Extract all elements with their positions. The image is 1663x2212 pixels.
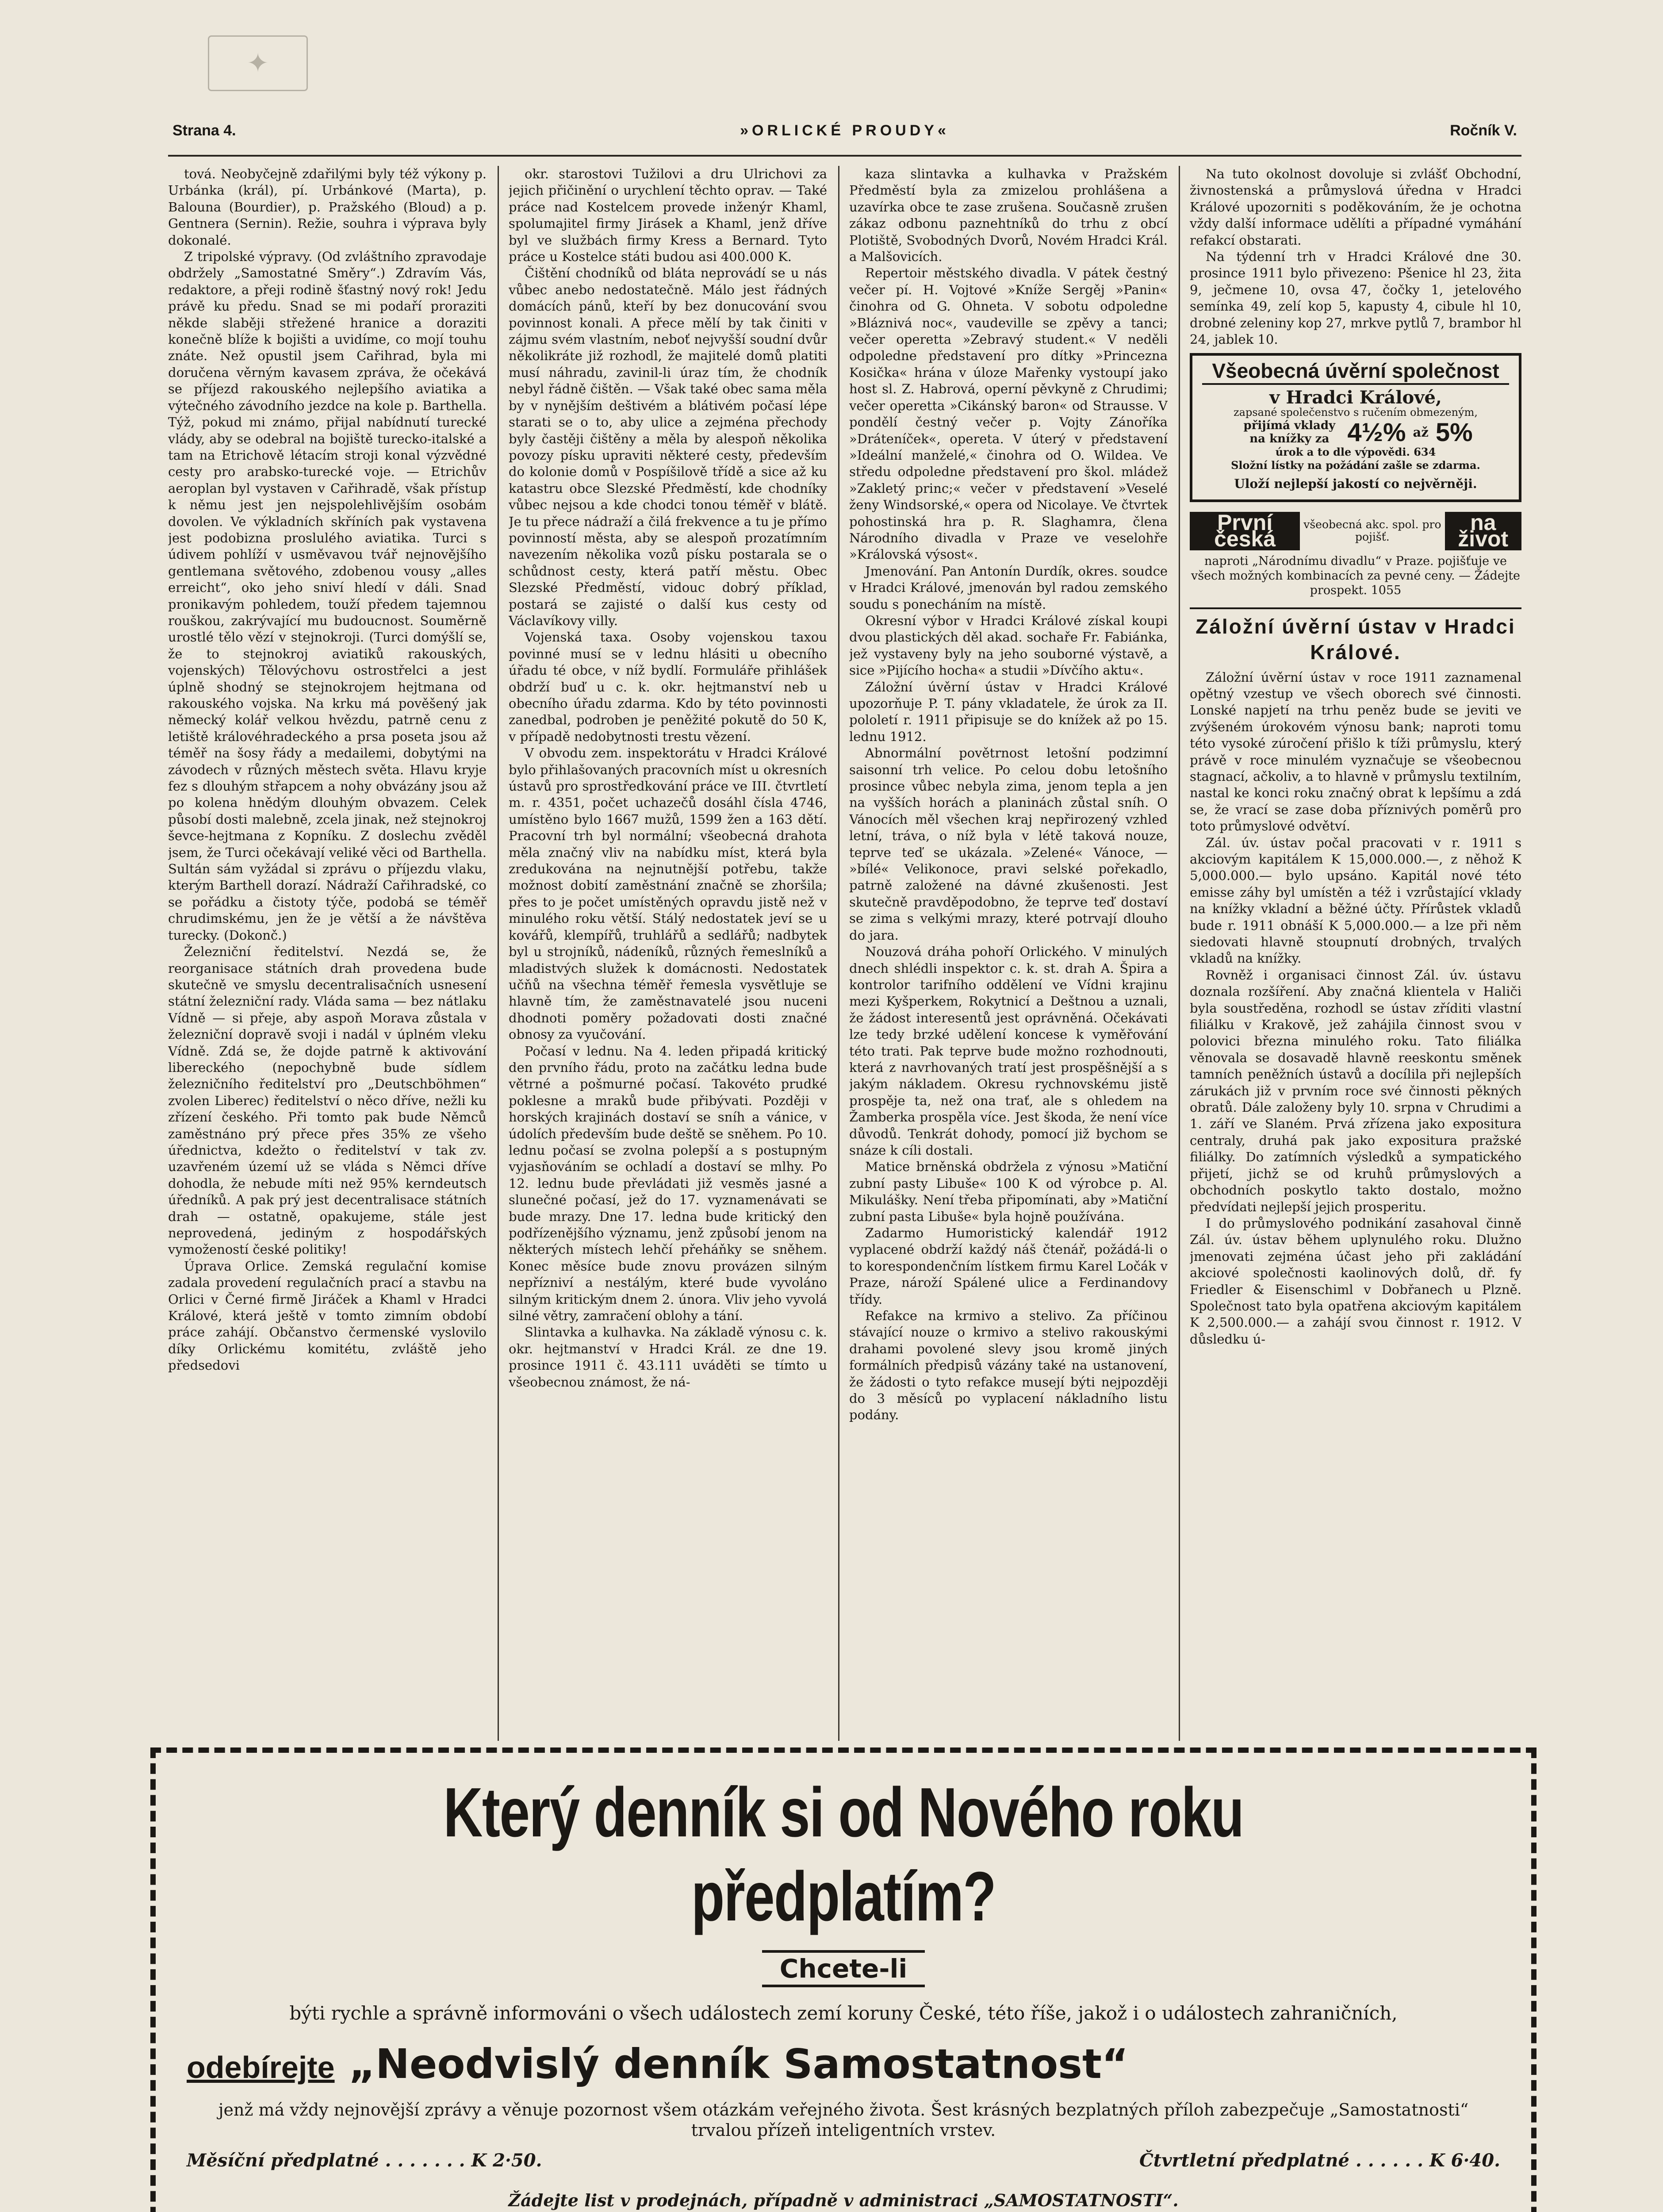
ad-small: zapsané společenstvo s ručením obmezeným, xyxy=(1234,406,1478,419)
ad2-right: na život xyxy=(1445,512,1522,550)
article-paragraph: Slintavka a kulhavka. Na základě výnosu c. k. okr. hejtmanství v Hradci Král. ze dne 19. prosince 1911 č. 43.111 uváděti se tímto u všeobecnou známost, že ná- xyxy=(509,1325,827,1390)
column-3 xyxy=(849,166,1168,1741)
article-paragraph: Počasí v lednu. Na 4. leden připadá kritický den prvního řádu, proto na začátku ledna bude větrné a pošmurné počasí. Takovéto prudké poklesne a mraků bude přibývati. Později v horských krajinách dostaví se sníh a vánice, v údolích především bude deště se sněhem. Po 10. lednu počasí se zvolna polepší a s postupným vyjasňováním se ochladí a dostaví se mlhy. Po 12. lednu bude převládati již vesměs jasné a slunečné počasí, jež do 17. vyznamenávati se bude mrazy. Dne 17. ledna bude kritický den podřízenějšího významu, jenž způsobí jenom na některých místech lehčí přeháňky se sněhem. Konec měsíce bude znovu provázen silným nepřízniví a nestálým, které bude vyvoláno silným kritickým dnem 2. února. Vliv jeho vyvolá silné větry, zamračení oblohy a tání. xyxy=(509,1043,827,1324)
article-paragraph: Železniční ředitelství. Nezdá se, že reorganisace státních drah provedena bude skutečně ve smyslu decentralisačních usnesení státní železniční rady. Vláda sama — bez nátlaku Vídně — si přeje, aby aspoň Morava zůstala v železniční dopravě svoji i nadál v úplném vleku Vídně. Zdá se, že dojde patrně k aktivování libereckého (nepochybně bude sídlem železničního ředitelství pro „Deutschböhmen“ zvolen Liberec) ředitelství o něco dříve, nežli ku zřízení českého. Při tomto pak bude Němců zaměstnáno prý přece přes 35% ze všeho úřednictva, kdežto o ředitelství v tak zv. uzavřeném území už se vláda s Němci dříve dohodla, že nebude míti než 95% kerndeutsch úředníků. A pak prý jest decentralisace státních drah — ostatně, opakujeme, stále jest neprovedená, jediným z hospodářských vymožeností české politiky! xyxy=(168,944,487,1257)
ad-footer: Uloží nejlepší jakostí co nejvěrněji. xyxy=(1234,476,1477,492)
ad-subscribe-word: odebírejte xyxy=(187,2050,335,2085)
ad-quarterly-price: Čtvrtletní předplatné . . . . . . K 6·40. xyxy=(1139,2150,1500,2171)
ad-request: Žádejte list v prodejnách, případně v administraci „SAMOSTATNOSTI“. xyxy=(508,2190,1179,2210)
article-paragraph: Rovněž i organisaci činnost Zál. úv. ústavu doznala rozšíření. Aby značná klientela v Haliči byla soustředěna, rozhodl se ústav zříditi vlastní filiálku v Krakově, jež zahájila činnost svou v polovici března minulého roku. Tato filiálka věnovala se dosavadě hlavně reeskontu směnek tamních peněžních ústavů a docílila při nejlepších zárukách již v prvním roce své činnosti pěkných obratů. Dále založeny byly 10. srpna v Chrudimi a 1. září ve Slaném. Prvá zřízena jako expositura centraly, druhá pak jako expositura pražské filiálky. Do zatímních výsledků a sympatického přijetí, jichž se od kruhů průmyslových a obchodních poskytlo takto dostalo, možno předvídati nejlepší jejich prosperitu. xyxy=(1190,967,1521,1214)
ad-accepts: přijímá vklady na knížky za xyxy=(1243,419,1336,446)
column-2 xyxy=(509,166,827,1741)
article-paragraph: Záložní úvěrní ústav v Hradci Králové upozorňuje P. T. pány vkladatele, že úrok za II. pololetí r. 1911 připisuje se do knížek až po 15. lednu 1912. xyxy=(849,679,1168,744)
article-paragraph: Záložní úvěrní ústav v roce 1911 zaznamenal opětný vzestup ve všech oborech své činnosti. Lonské napjetí na trhu peněz bude se jeviti ve zvýšeném úrokovém výnosu bank; naproti tomu této vysoké zúročení přišlo k tíži průmyslu, který právě v roce minulém vyznačuje se všeobecnou stagnací, ačkoliv, a to hlavně v průmyslu textilním, nastal ke konci roku značný obrat k lepšímu a zdá se, že vrací se zase doba příznivých poměrů pro toto průmyslové odvětví. xyxy=(1190,669,1521,834)
page-header xyxy=(172,119,1517,145)
article-paragraph: Nouzová dráha pohoří Orlického. V minulých dnech shlédli inspektor c. k. st. drah A. Špira a kontrolor tarifního oddělení ve Vídni krajinu mezi Kyšperkem, Rokytnicí a Deštnou a uznali, že žádost interesentů jest oprávněná. Očekávati lze tedy brzké udělení koncese k vyměřování této trati. Pak teprve bude možno rozhodnouti, která z navrhovaných tratí jest prospěšnější a s jakým nákladem. Okresu rychnovskému jistě prospěje ta, než ona trať, ale s ohledem na Žamberka prospěla více. Jest škoda, že není více důvodů. Tenkrát dohody, pomocí již bychom se snáze k cíli dostali. xyxy=(849,944,1168,1158)
ad2-left: První česká xyxy=(1190,512,1300,550)
article-paragraph: Abnormální povětrnost letošní podzimní saisonní trh velice. Po celou dobu letošního prosince vůbec nebyla zima, jenom tepla a jen na vyšších horách a planinách zůstal sníh. O Vánocích měl všechen kraj nepřirozený vzhled letní, tráva, o níž byla v létě taková nouze, teprve teď se ukázala. »Zelené« Vánoce, — »bílé« Velikonoce, pravi selské pořekadlo, patrně založené na dávné zkušenosti. Jest skutečně pravděpodobno, že teprve teď dostaví se zima s velkými mrazy, které potrvají dlouho do jara. xyxy=(849,745,1168,943)
column-4 xyxy=(1190,166,1521,1741)
column-1 xyxy=(168,166,487,1741)
ad-headline: Který denník si od Nového roku předplatím? xyxy=(443,1774,1244,1936)
column-divider xyxy=(498,166,499,1741)
header-rule xyxy=(168,155,1521,157)
ad-line-1: býti rychle a správně informováni o všech událostech zemí koruny České, této říše, jakož i o událostech zahraničních, xyxy=(289,2002,1398,2024)
article-paragraph: okr. starostovi Tužilovi a dru Ulrichovi za jejich přičinění o urychlení těchto oprav. — Také práce nad Kostelcem provede inženýr Khaml, spolumajitel firmy Jirásek a Khaml, jenž dříve byl ve službách firmy Kress a Bernard. Tyto práce u Kostelce státi budou asi 400.000 K. xyxy=(509,166,827,265)
article-paragraph: Zál. úv. ústav počal pracovati v r. 1911 s akciovým kapitálem K 15,000.000.—, z něhož K 5,000.000.— bylo upsáno. Kapitál nové této emisse záhy byl umístěn a též i vzrůstající vklady na knížky vkladní a běžné účty. Přírůstek vkladů bude r. 1911 obnáší K 5,000.000.— a lze při něm siedovati hlavně stoupnutí drobných, trvalých vkladů na knížky. xyxy=(1190,835,1521,966)
ad-line-2: jenž má vždy nejnovější zprávy a věnuje pozornost všem otázkám veřejného života. Šest krásných bezplatných příloh zabezpečuje „Samostatnosti“ trvalou přízeň inteligentních vrstev. xyxy=(218,2100,1469,2140)
ad-question: Chcete-li xyxy=(762,1950,925,1987)
ad-rate-low: 4½% xyxy=(1347,418,1406,447)
article-paragraph: Úprava Orlice. Zemská regulační komise zadala provedení regulačních prací a stavbu na Orlici v Černé firmě Jiráček a Khaml v Hradci Králové, která ještě v tomto zimním období práce zahájí. Občanstvo čermenské vyslovilo díky Orlickému komitétu, zvláště jeho předsedovi xyxy=(168,1258,487,1373)
ad-rate-high: 5% xyxy=(1435,418,1473,447)
ad-title: Všeobecná úvěrní společnost xyxy=(1202,363,1509,384)
article-paragraph: Na týdenní trh v Hradci Králové dne 30. prosince 1911 bylo přivezeno: Pšenice hl 23, žita 9, ječmene 10, ovsa 47, čočky 1, jetelového semínka 49, zelí kop 5, kapusty 4, cibule hl 10, drobné zeleniny kop 27, mrkve pytlů 7, brambor hl 24, jablek 10. xyxy=(1190,249,1521,347)
ad-to: až xyxy=(1413,424,1429,440)
article-paragraph: Zadarmo Humoristický kalendář 1912 vyplacené obdrží každý náš čtenář, požádá-li o to korespondenčním lístkem firmu Karel Ločák v Praze, nároží Spálené ulice a Ferdinandovy třídy. xyxy=(849,1225,1168,1307)
ad-subtitle: v Hradci Králové, xyxy=(1269,387,1442,408)
article-paragraph: Na tuto okolnost dovoluje si zvlášť Obchodní, živnostenská a průmyslová úředna v Hradci Králové upozorniti s poděkováním, že je ochotna vždy další informace udělíti a případné vymáhání refakcí obstarati. xyxy=(1190,166,1521,248)
article-paragraph: Matice brněnská obdržela z výnosu »Matiční zubní pasty Libuše« 100 K od výrobce p. Al. Mikulášky. Není třeba připomínati, aby »Matiční zubní pasta Libuše« byla hojně používána. xyxy=(849,1159,1168,1224)
insurance-advertisement xyxy=(1190,512,1521,598)
article-paragraph: Refakce na krmivo a stelivo. Za příčinou stávající nouze o krmivo a stelivo rakouskými drahami povolené slevy jsou kromě jiných formálních předpisů vázány také na ustanovení, že žádosti o tyto refakce musejí býti nejpozději do 3 měsíců po vyplacení nákladního listu podány. xyxy=(849,1308,1168,1423)
article-paragraph: Vojenská taxa. Osoby vojenskou taxou povinné musí se v lednu hlásiti u obecního úřadu té obce, v níž bydlí. Formuláře přihlášek obdrží buď u c. k. okr. hejtmanství neb u obecního úřadu zdarma. Kdo by této povinnosti zanedbal, podroben je peněžité pokutě do 50 K, v případě nedobytnosti trestu vězení. xyxy=(509,630,827,744)
library-stamp: ✦ xyxy=(208,35,308,91)
ad-code: 634 xyxy=(1414,445,1436,459)
article-paragraph: I do průmyslového podnikání zasahoval činně Zál. úv. ústav během uplynulého roku. Dlužno jmenovati zejména účast jeho při zakládání akciové společnosti kaolinových dolů, dř. fy Friedler & Eisenschiml v Dobřanech u Plzně. Společnost tato byla opatřena akciovým kapitálem K 2,500.000.— a zahájí svou činnost r. 1912. V důsledku ú- xyxy=(1190,1215,1521,1347)
bank-advertisement xyxy=(1190,353,1521,502)
volume-number: Ročník V. xyxy=(1450,122,1517,139)
article-paragraph: Jmenování. Pan Antonín Durdík, okres. soudce v Hradci Králové, jmenován byl radou zemského soudu s ponecháním na místě. xyxy=(849,563,1168,612)
article-paragraph: Čištění chodníků od bláta neprovádí se u nás vůbec anebo nedostatečně. Málo jest řádných domácích pánů, kteří by bez donucování svou povinnost konali. A přece mělí by tak činiti v zájmu svém vlastním, neboť nejvyšší soudní dvůr několikráte již rozhodl, že majitelé domů platiti musí náhradu, zavinil-li úraz tím, že chodník nebyl řádně čištěn. — Však také obec sama měla by v nynějším deštivém a blátivém počasí lépe starati se o to, aby ulice a zejména přechody byly častěji čištěny a měla by alespoň několika povozy písku upraviti některé cesty, především do kolonie domů v Pospíšilově třídě a sice až ku katastru obce Slezské Předměstí, kde chodníky vůbec nejsou a kde chodci tonou téměř v blátě. Je tu přece nádraží a čilá frekvence a tu je přímo povinností města, aby se alespoň prozatímním navezením několika vozů písku postarala se o schůdnost cesty, která patří městu. Obec Slezské Předměstí, vidouc dobrý příklad, postará se zajisté o další kus cesty od Václavíkovy villy. xyxy=(509,265,827,628)
section-rule xyxy=(1190,607,1521,609)
newspaper-subscription-advertisement xyxy=(150,1747,1537,2212)
section-heading: Záložní úvěrní ústav v Hradci Králové. xyxy=(1196,614,1516,664)
article-paragraph: Okresní výbor v Hradci Králové získal koupi dvou plastických děl akad. sochaře Fr. Fabiánka, jež vystaveny byly na jeho souborné výstavě, a sice »Pijícího hocha« a studii »Dívčího aktu«. xyxy=(849,613,1168,678)
article-paragraph: kaza slintavka a kulhavka v Pražském Předměstí byla za zmizelou prohlášena a uzavírka obce te zase zrušena. Současně zrušen zákaz odbonu paznehtníků do trhu z obcí Plotiště, Svobodných Dvorů, Novém Hradci Král. a Malšovicích. xyxy=(849,166,1168,265)
ad-monthly-price: Měsíční předplatné . . . . . . . K 2·50. xyxy=(187,2150,542,2171)
ad-interest-note: úrok a to dle výpovědi. xyxy=(1275,445,1410,459)
article-paragraph: V obvodu zem. inspektorátu v Hradci Králové bylo přihlašovaných pracovních míst u okresních ústavů pro sprostředkování práce ve III. čtvrtletí m. r. 4351, počet uchazečů dosáhl čísla 4746, umístěno bylo 1667 mužů, 1599 žen a 163 dětí. Pracovní trh byl normální; všeobecná drahota měla značný vliv na nabídku míst, která byla zredukována na nejnutnější potřebu, takže možnost dobití zaměstnání značně se zhoršila; přes to je počet umístěných opravdu jistě než v minulého roku větší. Stálý nedostatek jeví se u kovářů, klempířů, truhlářů a sedlářů; nadbytek byl u strojníků, nádeníků, různých řemeslníků a mladistvých služek k domácnosti. Nedostatek učňů na všechna téměř řemesla vysvětluje se hlavně tím, že zaměstnavatelé jsou nuceni dhodnoti poměry požadovati dosti značné obnosy za vyučování. xyxy=(509,745,827,1042)
ad-note: Složní lístky na požádání zašle se zdarma. xyxy=(1231,459,1480,472)
article-paragraph: Z tripolské výpravy. (Od zvláštního zpravodaje obdržely „Samostatné Směry“.) Zdravím Vás, redaktore, a přeji rodině šťastný nový rok! Jedu právě ku předu. Snad se mi podaří proraziti někde slaběji střežené hranice a doraziti konečně blíže k bojišti a uvidíme, co mojí touhu znáte. Než opustil jsem Cařihrad, byla mi doručena věrným kavasem zpráva, že očekává se příjezd rakouského nejlepšího aviatika a výtečného závodního jezdce na kole p. Barthella. Týž, pokud mi známo, přijal nabídnutí turecké vlády, aby se odebral na bojiště turecko-italské a tam na Etrichově létacím stroji konal výzvědné cesty pro arabsko-turecké voje. — Etrichův aeroplan byl vystaven v Cařihradě, však přístup k němu jest jen nejspolehlivějším osobám dovolen. Ve výkladních skříních pak vystavena jest podobizna proslulého aviatika. Turci s údivem pohlíží v usměvavou tvář nejnovějšího gentlemana světového, zdobenou vousy „alles erreicht“, oko jeho sniví hledí v dáli. Snad pronikavým pohledem, touží předem tajemnou rouškou, zakrývající mu budoucnost. Souměrně urostlé tělo vězí v stejnokroji. (Turci domýšlí se, že to stejnokroj aviatiků rakouských, vojenských) Tělovýchovu ostrostřelci a jest úplně shodný se stejnokrojem hejtmana od rakouského vojska. Na krku má pověšený jak německý kolář velkou hvězdu, patrně cenu z letiště královéhradeckého a prsa poseta jsou až téměř na šosy řády a medailemi, dobytými na závodech v různých městech světa. Hlavu kryje fez s dlouhým střapcem a nohy obvázány jsou až po kolena hnědým dlouhým obvazem. Celek působí dosti malebně, zcela jinak, než stejnokroj ševce-hejtmana z Kopníku. Z doslechu zvěděl jsem, že Turci očekávají veliké věci od Barthella. Sultán sám vyžádal si zprávu o příjezdu vlaku, kterým Barthell dorazí. Nádraží Cařihradské, co se pořádku a čistoty týče, podobá se téměř chrudimskému, jen že je větší a že návštěva turecky. (Dokonč.) xyxy=(168,249,487,943)
column-divider xyxy=(838,166,839,1741)
article-columns xyxy=(168,166,1521,1741)
ad2-text: naproti „Národnímu divadlu“ v Praze. pojišťuje ve všech možných kombinacích za pevné ceny. — Žádejte prospekt. 1055 xyxy=(1191,554,1521,597)
article-paragraph: tová. Neobyčejně zdařilými byly též výkony p. Urbánka (král), pí. Urbánkové (Marta), p. Balouna (Bourdier), p. Pražského (Bloud) a p. Gentnera (Sernin). Režie, souhra i výprava byly dokonalé. xyxy=(168,166,487,248)
ad-paper-name: „Neodvislý denník Samostatnost“ xyxy=(349,2040,1129,2088)
column-divider xyxy=(1179,166,1180,1741)
masthead-title: »ORLICKÉ PROUDY« xyxy=(740,122,950,139)
page-number: Strana 4. xyxy=(172,122,236,139)
ad2-middle: všeobecná akc. spol. pro pojišť. xyxy=(1303,518,1441,544)
article-paragraph: Repertoir městského divadla. V pátek čestný večer pí. H. Vojtové »Kníže Sergěj »Panin« činohra od G. Ohneta. V sobotu odpoledne »Bláznivá noc«, vaudeville se zpěvy a tanci; večer operetta »Zebravý student.« V neděli odpoledne představení pro dítky »Princezna Kosička« hrána v úloze Mařenky vystoupí jako host sl. Z. Habrová, operní pěvkyně z Chrudimi; večer operetta »Cikánský baron« od Strausse. V pondělí čestný večer p. Vojty Zánoříka »Dráteníček«, opereta. V úterý v představení »Ideální manželé,« činohra od O. Wildea. Ve středu odpoledne představení pro škol. mládež »Zakletý princ;« večer v představení »Veselé ženy Windsorské,« opera od Nicolaye. Ve čtvrtek pohostinská hra p. R. Slaghamra, člena Národního divadla v Praze ve veselohře »Královská výsost«. xyxy=(849,265,1168,562)
